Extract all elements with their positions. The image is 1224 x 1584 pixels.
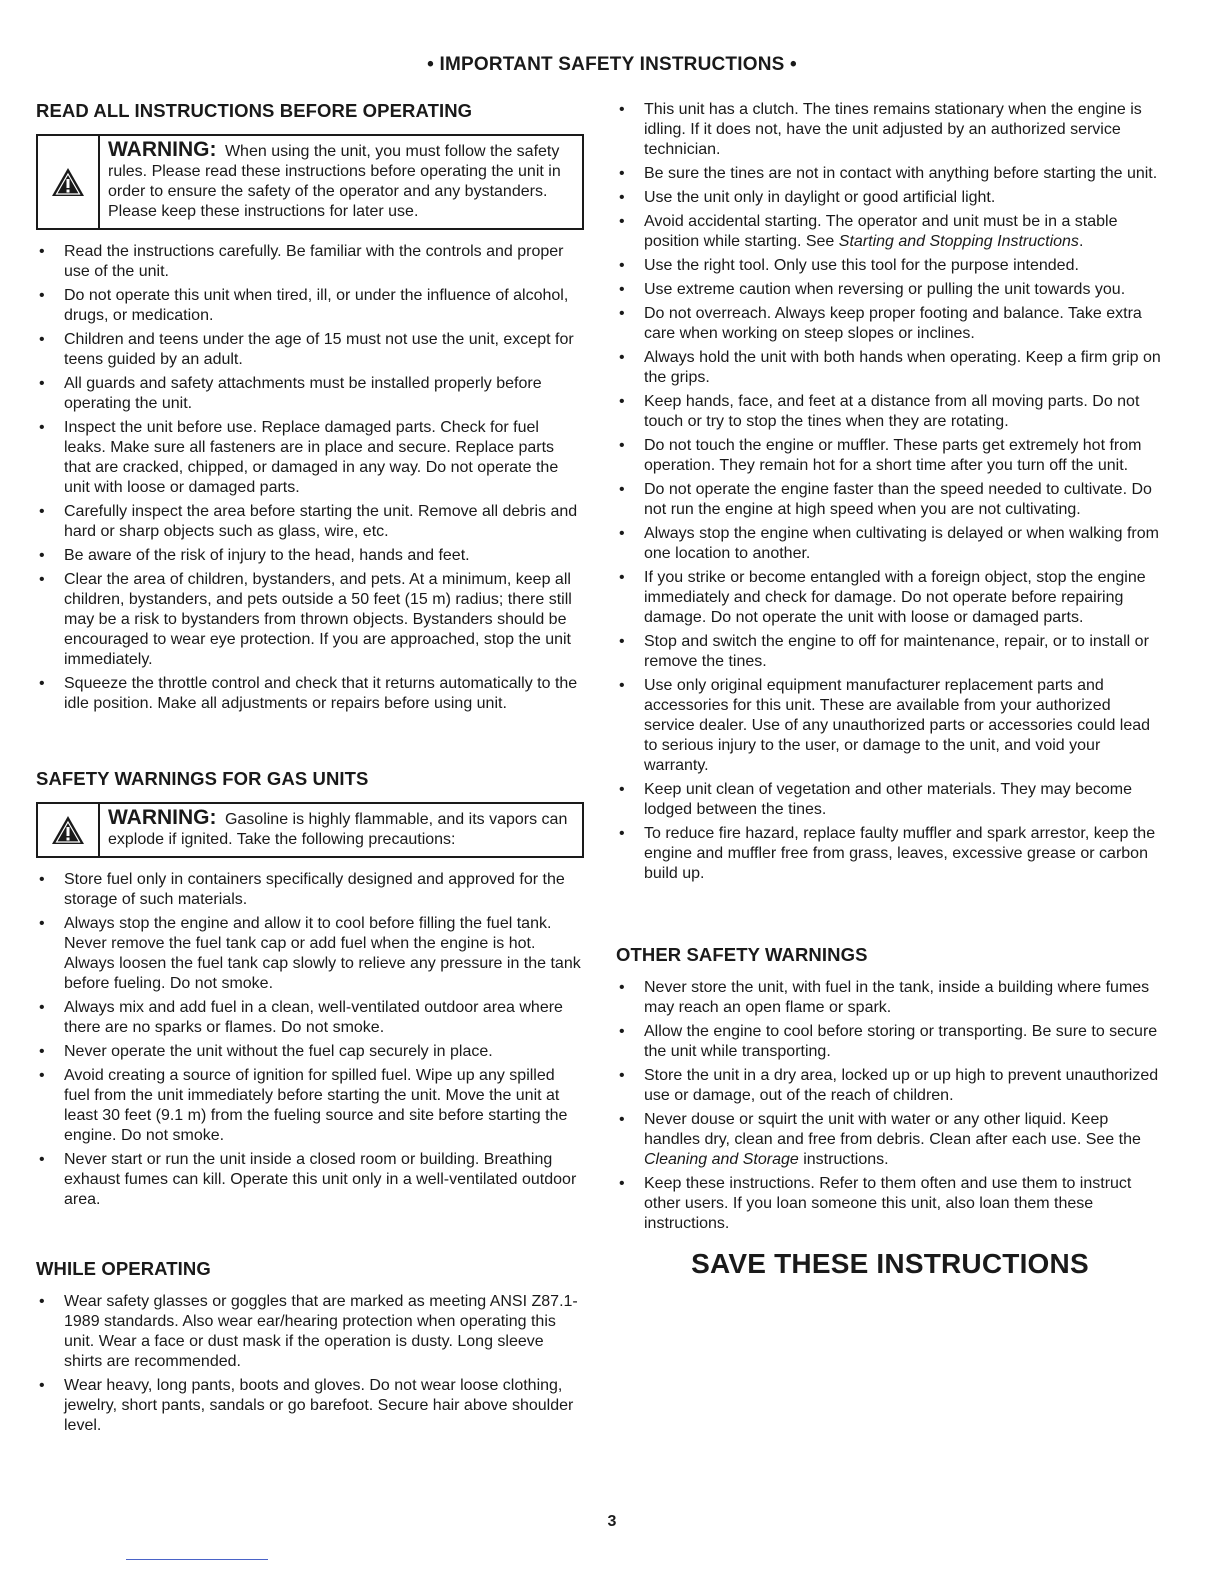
list-item	[616, 212, 1164, 252]
list-item: • Use the unit only in daylight or good artificial light.	[616, 188, 1164, 208]
section-title-while-operating: WHILE OPERATING	[36, 1258, 211, 1279]
list-item: • Allow the engine to cool before storing or transporting. Be sure to secure the unit while transporting.	[616, 1022, 1164, 1062]
save-instructions-heading: SAVE THESE INSTRUCTIONS	[691, 1248, 1089, 1279]
list-item: • Always stop the engine and allow it to cool before filling the fuel tank. Never remove the fuel tank cap or add fuel when the engine is hot. Always loosen the fuel tank cap slowly to relieve any pressure in the tank before fueling. Do not smoke.	[36, 914, 584, 994]
item-text: Never douse or squirt the unit with water or any other liquid. Keep handles dry, clean and free from debris. Clean after each use. See the	[644, 1111, 1141, 1148]
list-item: • Be sure the tines are not in contact with anything before starting the unit.	[616, 164, 1164, 184]
list-item: • Read the instructions carefully. Be familiar with the controls and proper use of the unit.	[36, 242, 584, 282]
list-item: • Avoid creating a source of ignition for spilled fuel. Wipe up any spilled fuel from the unit immediately before starting the unit. Move the unit at least 30 feet (9.1 m) from the fueling source and site before starting the engine. Do not smoke.	[36, 1066, 584, 1146]
list-item: • Clear the area of children, bystanders, and pets. At a minimum, keep all children, bystanders, and pets outside a 50 feet (15 m) radius; there still may be a risk to bystanders from thrown objects. Bystanders should be encouraged to wear eye protection. If you are approached, stop the unit immediately.	[36, 570, 584, 670]
list-item: • Wear safety glasses or goggles that are marked as meeting ANSI Z87.1-1989 standards. Also wear ear/hearing protection when operating this unit. Wear a face or dust mask if the operation is dusty. Long sleeve shirts are recommended.	[36, 1292, 584, 1372]
list-item: • To reduce fire hazard, replace faulty muffler and spark arrestor, keep the engine and muffler free from grass, leaves, excessive grease or carbon build up.	[616, 824, 1164, 884]
list-item	[616, 1110, 1164, 1170]
other-warnings-list	[616, 978, 1164, 1234]
warning-text	[100, 804, 582, 856]
list-item: • Use only original equipment manufacturer replacement parts and accessories for this unit. These are available from your authorized service dealer. Use of any unauthorized parts or accessories could lead to serious injury to the user, or damage to the unit, and void your warranty.	[616, 676, 1164, 776]
warning-triangle-icon	[38, 136, 100, 228]
warning-label: WARNING:	[108, 806, 217, 829]
item-text: instructions.	[798, 1151, 889, 1168]
list-item: • Do not operate this unit when tired, ill, or under the influence of alcohol, drugs, or medication.	[36, 286, 584, 326]
list-item: • Do not overreach. Always keep proper footing and balance. Take extra care when working on steep slopes or inclines.	[616, 304, 1164, 344]
read-all-list	[36, 242, 584, 714]
list-item: • Always mix and add fuel in a clean, well-ventilated outdoor area where there are no sparks or flames. Do not smoke.	[36, 998, 584, 1038]
item-text: .	[1078, 233, 1084, 250]
list-item: • Use extreme caution when reversing or pulling the unit towards you.	[616, 280, 1164, 300]
divider-line	[126, 1559, 268, 1560]
warning-body: When using the unit, you must follow the safety rules. Please read these instructions before operating the unit in order to ensure the safety of the operator and any bystanders. Please keep these instructions for later use.	[108, 143, 561, 220]
list-item: • Keep unit clean of vegetation and other materials. They may become lodged between the tines.	[616, 780, 1164, 820]
operating-list-continued	[616, 100, 1164, 884]
list-item: • Never start or run the unit inside a closed room or building. Breathing exhaust fumes can kill. Operate this unit only in a well-ventilated outdoor area.	[36, 1150, 584, 1210]
warning-box-general	[36, 134, 584, 230]
warning-triangle-icon	[38, 804, 100, 856]
page-header: • IMPORTANT SAFETY INSTRUCTIONS •	[427, 54, 797, 75]
list-item: • If you strike or become entangled with a foreign object, stop the engine immediately and check for damage. Do not operate before repairing damage. Do not operate the unit with loose or damaged parts.	[616, 568, 1164, 628]
list-item: • Squeeze the throttle control and check that it returns automatically to the idle position. Make all adjustments or repairs before using unit.	[36, 674, 584, 714]
list-item: • Always hold the unit with both hands when operating. Keep a firm grip on the grips.	[616, 348, 1164, 388]
page-number: 3	[607, 1513, 617, 1530]
list-item: • This unit has a clutch. The tines remains stationary when the engine is idling. If it does not, have the unit adjusted by an authorized service technician.	[616, 100, 1164, 160]
list-item: • Keep hands, face, and feet at a distance from all moving parts. Do not touch or try to stop the tines when they are rotating.	[616, 392, 1164, 432]
list-item: • Store the unit in a dry area, locked up or up high to prevent unauthorized use or damage, out of the reach of children.	[616, 1066, 1164, 1106]
list-item: • Inspect the unit before use. Replace damaged parts. Check for fuel leaks. Make sure all fasteners are in place and secure. Replace parts that are cracked, chipped, or damaged in any way. Do not operate the unit with loose or damaged parts.	[36, 418, 584, 498]
list-item: • Keep these instructions. Refer to them often and use them to instruct other users. If you loan someone this unit, also loan them these instructions.	[616, 1174, 1164, 1234]
warning-label: WARNING:	[108, 138, 217, 161]
item-reference: Starting and Stopping Instructions	[838, 233, 1079, 250]
while-operating-list	[36, 1292, 584, 1436]
left-column	[36, 100, 584, 1440]
gas-units-list	[36, 870, 584, 1210]
list-item: • Do not touch the engine or muffler. These parts get extremely hot from operation. They remain hot for a short time after you turn off the unit.	[616, 436, 1164, 476]
warning-text	[100, 136, 582, 228]
list-item: • Always stop the engine when cultivating is delayed or when walking from one location to another.	[616, 524, 1164, 564]
item-text: Avoid accidental starting. The operator and unit must be in a stable position while starting. See	[644, 213, 1118, 250]
warning-box-gasoline	[36, 802, 584, 858]
list-item: • Store fuel only in containers specifically designed and approved for the storage of such materials.	[36, 870, 584, 910]
section-title-read-all: READ ALL INSTRUCTIONS BEFORE OPERATING	[36, 100, 473, 121]
list-item: • Never store the unit, with fuel in the tank, inside a building where fumes may reach an open flame or spark.	[616, 978, 1164, 1018]
list-item: • All guards and safety attachments must be installed properly before operating the unit.	[36, 374, 584, 414]
warning-body: Gasoline is highly flammable, and its vapors can explode if ignited. Take the following precautions:	[108, 811, 568, 848]
list-item: • Children and teens under the age of 15 must not use the unit, except for teens guided by an adult.	[36, 330, 584, 370]
list-item: • Stop and switch the engine to off for maintenance, repair, or to install or remove the tines.	[616, 632, 1164, 672]
list-item: • Never operate the unit without the fuel cap securely in place.	[36, 1042, 584, 1062]
list-item: • Use the right tool. Only use this tool for the purpose intended.	[616, 256, 1164, 276]
section-title-gas-units: SAFETY WARNINGS FOR GAS UNITS	[36, 768, 369, 789]
right-column	[616, 100, 1164, 1280]
list-item: • Carefully inspect the area before starting the unit. Remove all debris and hard or sharp objects such as glass, wire, etc.	[36, 502, 584, 542]
list-item: • Wear heavy, long pants, boots and gloves. Do not wear loose clothing, jewelry, short pants, sandals or go barefoot. Secure hair above shoulder level.	[36, 1376, 584, 1436]
list-item: • Do not operate the engine faster than the speed needed to cultivate. Do not run the engine at high speed when you are not cultivating.	[616, 480, 1164, 520]
list-item: • Be aware of the risk of injury to the head, hands and feet.	[36, 546, 584, 566]
item-reference: Cleaning and Storage	[644, 1151, 799, 1168]
section-title-other-warnings: OTHER SAFETY WARNINGS	[616, 944, 868, 965]
